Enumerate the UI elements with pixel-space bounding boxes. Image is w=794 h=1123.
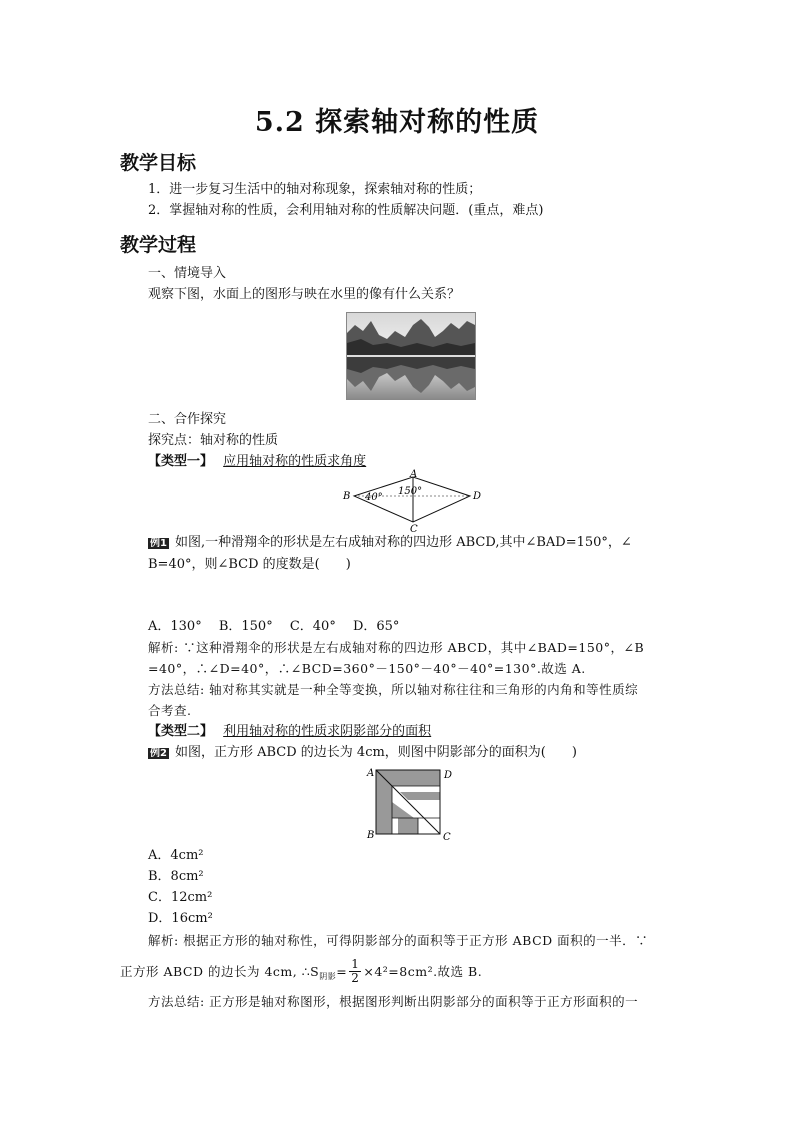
analysis-2-pre: 正方形 ABCD 的边长为 4cm, ∴S: [120, 963, 320, 979]
kite-label-d: D: [473, 491, 482, 502]
example-1-analysis-2: =40°，∴∠D=40°，∴∠BCD=360°－150°－40°－40°=130°.故选 A.: [148, 661, 586, 676]
type-1-heading: [148, 452, 366, 472]
type-2-title: 利用轴对称的性质求阴影部分的面积: [223, 724, 432, 739]
example-1-analysis-1: 解析: ∵这种滑翔伞的形状是左右成轴对称的四边形 ABCD，其中∠BAD=150°，∠B: [148, 640, 645, 655]
analysis-2-equals: =: [336, 963, 348, 979]
example-1-summary-2: 合考查.: [148, 703, 192, 718]
kite-angle-a: 150°: [398, 486, 423, 497]
analysis-2-post: ×4²=8cm².故选 B.: [363, 963, 483, 979]
square-label-b: B: [367, 830, 375, 841]
example-1-line-2: B=40°，则∠BCD 的度数是( ): [148, 557, 351, 572]
type-2-heading: [148, 722, 431, 742]
square-figure: [364, 764, 460, 842]
example-2-option-b: B．8cm²: [148, 869, 204, 884]
objective-item-1: 1．进一步复习生活中的轴对称现象，探索轴对称的性质；: [148, 182, 482, 197]
kite-label-b: B: [343, 491, 351, 502]
type-1-title: 应用轴对称的性质求角度: [223, 454, 367, 469]
analysis-2-subscript: 阴影: [319, 971, 337, 981]
example-2-summary: 方法总结: 正方形是轴对称图形，根据图形判断出阴影部分的面积等于正方形面积的一: [148, 994, 639, 1009]
section-2-heading: 二、合作探究: [148, 412, 227, 427]
kite-figure: [340, 468, 490, 534]
example-2-option-d: D．16cm²: [148, 911, 213, 926]
example-1-summary-1: 方法总结: 轴对称其实就是一种全等变换，所以轴对称往往和三角形的内角和等性质综: [148, 682, 639, 697]
example-2-option-a: A．4cm²: [148, 848, 204, 863]
objective-item-2: 2．掌握轴对称的性质，会利用轴对称的性质解决问题．(重点，难点): [148, 203, 544, 218]
example-1-label: 例1: [150, 538, 167, 549]
example-1-options: A．130° B．150° C．40° D．65°: [148, 619, 400, 634]
section-1-heading: 一、情境导入: [148, 266, 227, 281]
process-heading: 教学过程: [120, 234, 197, 256]
fraction-half: [349, 958, 361, 985]
landscape-reflection-photo: [346, 312, 476, 400]
exploration-point: 探究点：轴对称的性质: [148, 433, 279, 448]
type-2-tag: 【类型二】: [148, 724, 214, 739]
fraction-numerator: 1: [351, 957, 360, 971]
intro-question: 观察下图，水面上的图形与映在水里的像有什么关系？: [148, 287, 461, 302]
kite-angle-b: 40°: [365, 492, 383, 503]
example-2-label: 例2: [150, 748, 167, 759]
square-label-c: C: [443, 832, 451, 842]
kite-label-a: A: [410, 469, 418, 480]
example-2-line: [148, 743, 577, 764]
objectives-heading: 教学目标: [120, 152, 197, 174]
kite-label-c: C: [410, 524, 418, 534]
example-2-text: 如图，正方形 ABCD 的边长为 4cm，则图中阴影部分的面积为( ): [174, 745, 577, 760]
example-2-analysis-2: [120, 958, 482, 985]
example-1-text-1: 如图,一种滑翔伞的形状是左右成轴对称的四边形 ABCD,其中∠BAD=150°，∠: [174, 535, 632, 550]
square-label-a: A: [367, 768, 375, 779]
example-1-line-1: [148, 533, 632, 554]
fraction-denominator: 2: [351, 971, 360, 985]
square-label-d: D: [444, 770, 453, 781]
page-title: 5.2 探索轴对称的性质: [254, 107, 540, 138]
example-2-analysis-1: 解析: 根据正方形的轴对称性，可得阴影部分的面积等于正方形 ABCD 面积的一半．∵: [148, 933, 649, 948]
type-1-tag: 【类型一】: [148, 454, 214, 469]
example-2-option-c: C．12cm²: [148, 890, 213, 905]
